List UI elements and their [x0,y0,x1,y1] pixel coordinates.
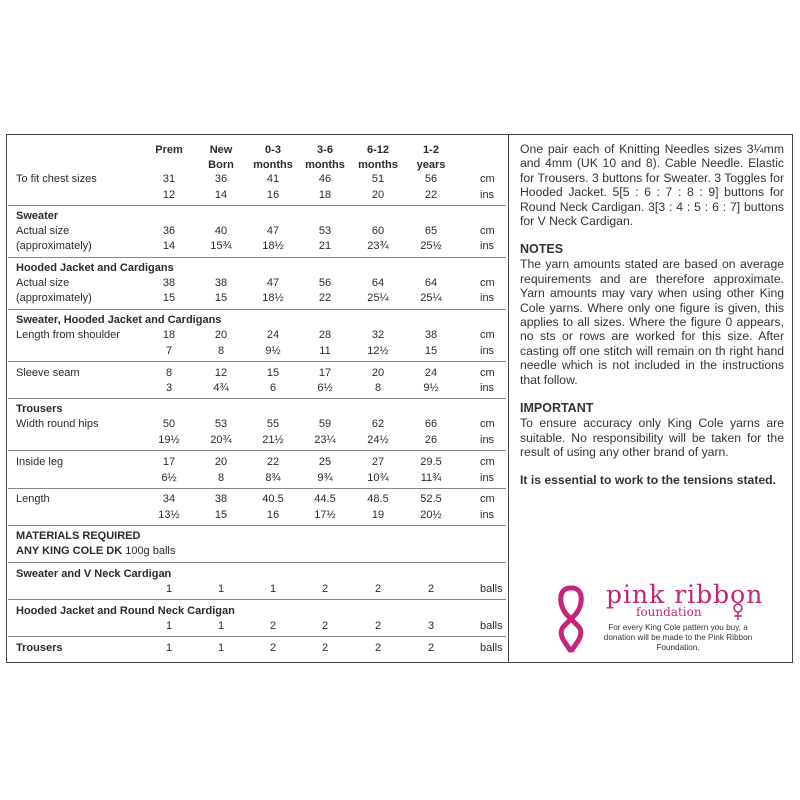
table-cell: 22 [424,189,438,201]
unit-label: balls [480,583,503,595]
table-cell: 8¾ [265,472,281,484]
table-cell: 1 [217,620,225,632]
table-cell: 2 [427,642,435,654]
table-cell: 13½ [158,509,180,521]
row-label: Inside leg [16,456,64,468]
size-header: 6-12 [366,144,390,156]
important-text: To ensure accuracy only King Cole yarns are suitable. No responsibility will be taken for the result of using any other brand of yarn. [520,416,784,459]
table-cell: 1 [165,583,173,595]
size-header: New [209,144,233,156]
table-cell: 7 [165,345,173,357]
section-rule [8,599,506,600]
table-cell: 21 [318,240,332,252]
tension-text: It is essential to work to the tensions stated. [520,473,776,488]
table-cell: 2 [427,583,435,595]
table-cell: 36 [162,225,176,237]
table-cell: 2 [374,642,382,654]
table-cell: 17 [318,367,332,379]
table-cell: 24½ [367,434,389,446]
table-cell: 1 [217,642,225,654]
table-cell: 20 [214,329,228,341]
pink-ribbon-subtitle: foundation [636,605,702,619]
table-cell: 48.5 [367,493,389,505]
table-cell: 2 [374,583,382,595]
table-cell: 22 [318,292,332,304]
table-cell: 56 [318,277,332,289]
unit-label: cm [480,277,495,289]
unit-label: cm [480,456,495,468]
unit-label: cm [480,225,495,237]
section-title: Sweater, Hooded Jacket and Cardigans [16,314,222,326]
table-cell: 9½ [265,345,281,357]
section-title: Trousers [16,403,63,415]
table-cell: 14 [214,189,228,201]
table-cell: 17½ [314,509,336,521]
table-cell: 60 [371,225,385,237]
section-rule [8,361,506,362]
table-cell: 20½ [420,509,442,521]
size-header: 3-6 [317,144,333,156]
table-cell: 19 [371,509,385,521]
row-label: Length [16,493,50,505]
section-rule [8,398,506,399]
section-rule [8,636,506,637]
table-cell: 64 [371,277,385,289]
table-cell: 20 [214,456,228,468]
table-cell: 53 [318,225,332,237]
unit-label: cm [480,329,495,341]
section-rule [8,488,506,489]
table-cell: 51 [371,173,385,185]
table-cell: 20 [371,367,385,379]
row-label: (approximately) [16,292,92,304]
section-title: Sweater [16,210,59,222]
table-cell: 9½ [423,382,439,394]
pink-ribbon-title: pink ribbon [606,580,764,609]
section-title: Hooded Jacket and Cardigans [16,262,174,274]
table-cell: 12½ [367,345,389,357]
table-cell: 6½ [161,472,177,484]
section-rule [8,205,506,206]
unit-label: cm [480,367,495,379]
table-cell: 15 [424,345,438,357]
table-cell: 52.5 [420,493,442,505]
table-cell: 9¾ [317,472,333,484]
table-cell: 8 [217,472,225,484]
materials-title: MATERIALS REQUIRED [16,530,141,542]
table-cell: 53 [214,418,228,430]
table-cell: 12 [214,367,228,379]
section-rule [8,257,506,258]
table-cell: 2 [269,620,277,632]
unit-label: ins [480,509,495,521]
unit-label: balls [480,620,503,632]
table-cell: 3 [165,382,173,394]
table-cell: 65 [424,225,438,237]
section-rule [8,309,506,310]
unit-label: ins [480,472,495,484]
row-label: To fit chest sizes [16,173,97,185]
table-cell: 11¾ [420,472,442,484]
table-cell: 2 [374,620,382,632]
unit-label: ins [480,240,495,252]
section-rule [8,562,506,563]
table-cell: 14 [162,240,176,252]
table-cell: 40 [214,225,228,237]
section-rule [8,450,506,451]
table-cell: 50 [162,418,176,430]
table-cell: 15 [214,509,228,521]
unit-label: ins [480,292,495,304]
table-cell: 41 [266,173,280,185]
row-label: Sleeve seam [16,367,80,379]
unit-label: ins [480,345,495,357]
unit-label: cm [480,493,495,505]
yarn-line [16,545,175,558]
table-cell: 20 [371,189,385,201]
materials-row-title: Sweater and V Neck Cardigan [16,568,172,580]
table-cell: 16 [266,189,280,201]
row-label: Actual size [16,225,70,237]
table-cell: 18 [162,329,176,341]
table-cell: 25 [318,456,332,468]
table-cell: 66 [424,418,438,430]
table-cell: 31 [162,173,176,185]
yarn-weight: 100g balls [125,545,176,557]
table-cell: 18 [318,189,332,201]
table-cell: 38 [162,277,176,289]
table-cell: 8 [165,367,173,379]
size-header: 0-3 [265,144,281,156]
table-cell: 3 [427,620,435,632]
table-cell: 25¼ [367,292,389,304]
table-cell: 15 [266,367,280,379]
table-cell: 15 [214,292,228,304]
table-cell: 38 [424,329,438,341]
unit-label: balls [480,642,503,654]
table-cell: 15 [162,292,176,304]
size-header: 1-2 [423,144,439,156]
table-cell: 36 [214,173,228,185]
table-cell: 40.5 [262,493,284,505]
table-cell: 62 [371,418,385,430]
table-cell: 15¾ [210,240,232,252]
size-header: months [253,159,293,171]
table-cell: 34 [162,493,176,505]
materials-row-title: Trousers [16,642,63,654]
materials-notes-column [520,142,784,488]
needles-text: One pair each of Knitting Needles sizes 3¼mm and 4mm (UK 10 and 8). Cable Needle. Elastic for Trousers. 3 buttons for Sweater. 3 Toggles for Hooded Jacket. 5[5 : 6 : 7 : 8 : 9] buttons for Round Neck Cardigan. 3[3 : 4 : 5 : 6 : 7] buttons for V Neck Cardigan. [520,142,784,229]
table-cell: 8 [217,345,225,357]
table-cell: 11 [319,345,331,357]
table-cell: 1 [217,583,225,595]
table-cell: 32 [371,329,385,341]
row-label: Length from shoulder [16,329,120,341]
row-label: (approximately) [16,240,92,252]
size-header: months [358,159,398,171]
table-cell: 12 [162,189,176,201]
table-cell: 25¼ [420,292,442,304]
table-cell: 55 [266,418,280,430]
unit-label: ins [480,189,495,201]
table-cell: 19½ [158,434,180,446]
unit-label: cm [480,418,495,430]
table-cell: 10¾ [367,472,389,484]
important-heading: IMPORTANT [520,401,594,416]
size-header: years [416,159,446,171]
unit-label: cm [480,173,495,185]
table-cell: 22 [266,456,280,468]
table-cell: 38 [214,277,228,289]
yarn-name: ANY KING COLE DK [16,545,123,557]
row-label: Actual size [16,277,70,289]
notes-heading: NOTES [520,242,564,257]
unit-label: ins [480,434,495,446]
table-cell: 59 [318,418,332,430]
table-cell: 1 [165,642,173,654]
size-header: Born [208,159,234,171]
table-cell: 23¾ [367,240,389,252]
unit-label: ins [480,382,495,394]
table-cell: 47 [266,225,280,237]
table-cell: 38 [214,493,228,505]
size-header: months [305,159,345,171]
table-cell: 23¼ [314,434,336,446]
table-cell: 24 [424,367,438,379]
table-cell: 64 [424,277,438,289]
table-cell: 6 [269,382,277,394]
table-cell: 47 [266,277,280,289]
table-cell: 2 [321,620,329,632]
materials-row-title: Hooded Jacket and Round Neck Cardigan [16,605,235,617]
size-header: Prem [155,144,183,156]
table-cell: 25½ [420,240,442,252]
table-cell: 21½ [262,434,284,446]
notes-text: The yarn amounts stated are based on average requirements and are therefore approximate. Yarn amounts may vary when using other King Cole yarns. Where only one figure is given, this applies to all sizes. Where the figure 0 appears, no sts or rows are worked for this size. After casting off one stitch will remain on th right hand needle which is not included in the instructions that follow. [520,257,784,387]
pink-ribbon-text: For every King Cole pattern you buy, a donation will be made to the Pink Ribbon Foundation. [603,623,753,652]
table-cell: 16 [266,509,280,521]
table-cell: 2 [321,642,329,654]
table-cell: 28 [318,329,332,341]
table-cell: 24 [266,329,280,341]
section-rule [8,525,506,526]
table-cell: 26 [424,434,438,446]
table-cell: 46 [318,173,332,185]
table-cell: 27 [371,456,385,468]
table-cell: 44.5 [314,493,336,505]
table-cell: 8 [374,382,382,394]
table-cell: 4¾ [213,382,229,394]
table-cell: 18½ [262,240,284,252]
row-label: Width round hips [16,418,99,430]
table-cell: 2 [269,642,277,654]
table-cell: 56 [424,173,438,185]
table-cell: 1 [165,620,173,632]
table-cell: 2 [321,583,329,595]
table-cell: 17 [162,456,176,468]
table-cell: 1 [269,583,277,595]
table-cell: 29.5 [420,456,442,468]
column-divider [508,134,509,663]
table-cell: 18½ [262,292,284,304]
table-cell: 20¾ [210,434,232,446]
table-cell: 6½ [317,382,333,394]
